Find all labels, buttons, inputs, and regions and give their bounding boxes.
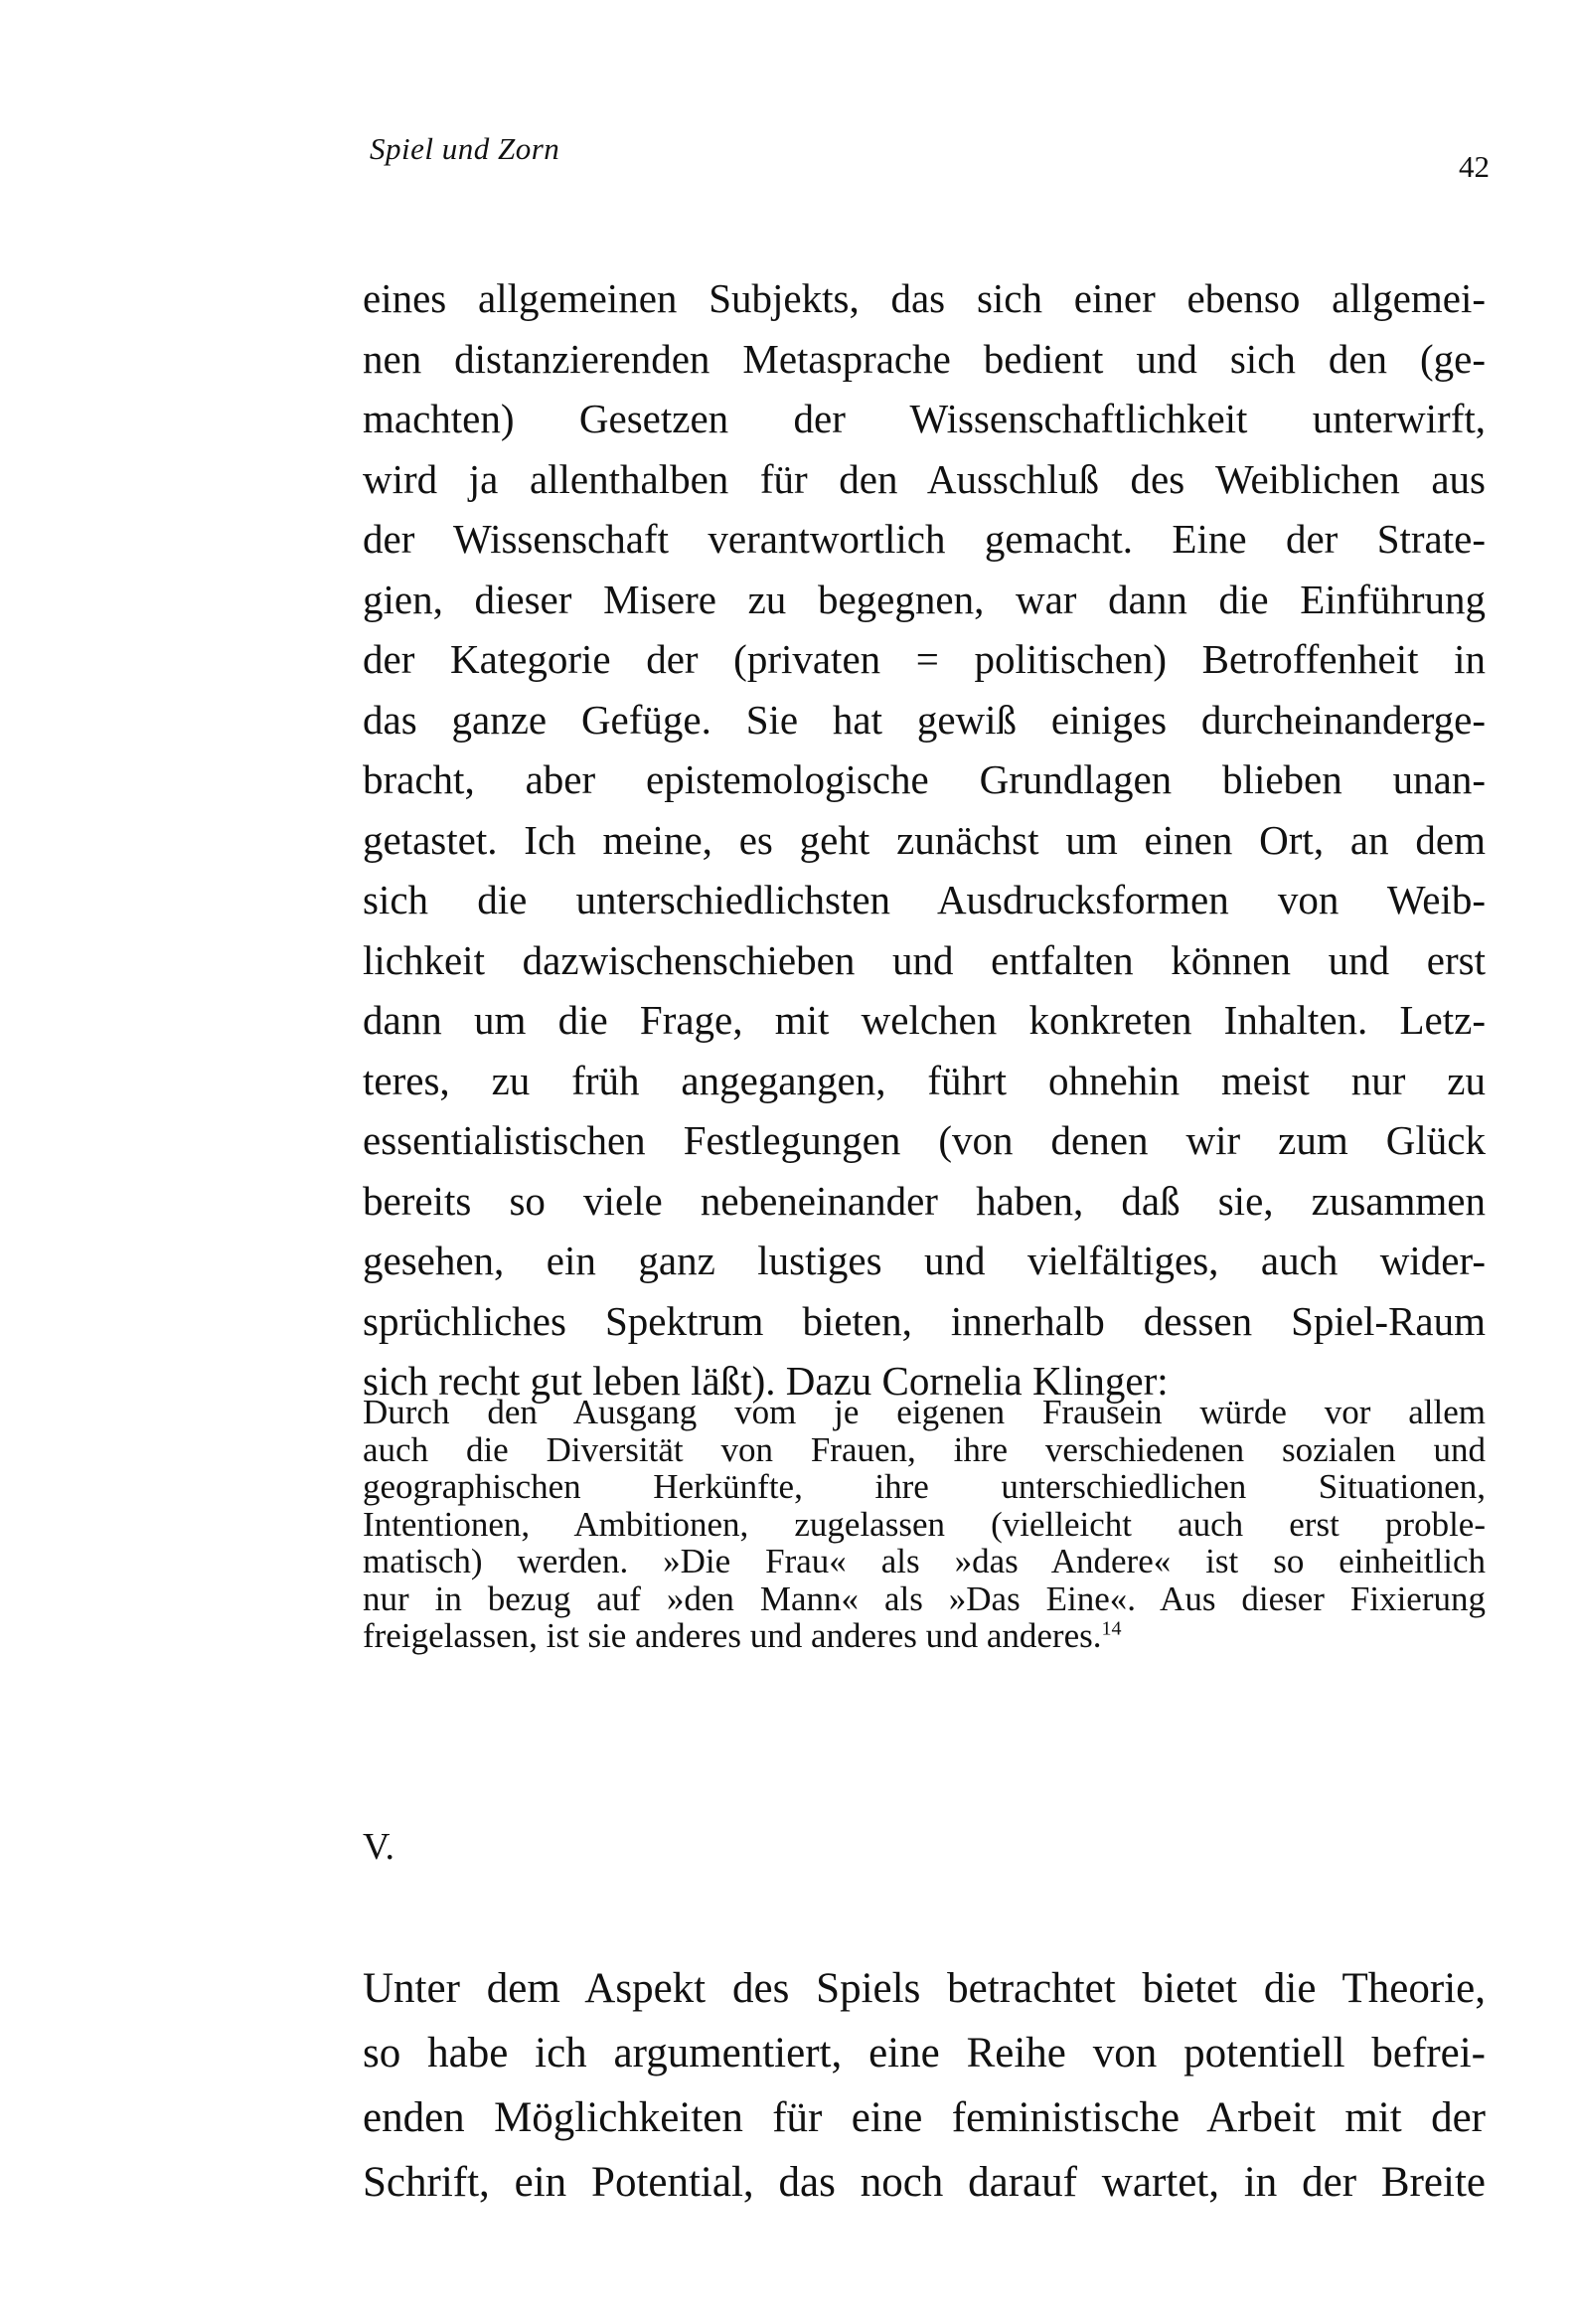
text-line: dann um die Frage, mit welchen konkreten Inhalten. Letz- bbox=[363, 997, 1486, 1043]
text-line: der Wissenschaft verantwortlich gemacht. Eine der Strate- bbox=[363, 516, 1486, 562]
text-line: teres, zu früh angegangen, führt ohnehin meist nur zu bbox=[363, 1057, 1486, 1103]
section-paragraph bbox=[363, 1956, 1486, 2215]
block-quote bbox=[363, 1394, 1486, 1655]
quote-line: nur in bezug auf »den Mann« als »Das Eine«. Aus dieser Fixierung bbox=[363, 1578, 1486, 1618]
quote-line: geographischen Herkünfte, ihre unterschiedlichen Situationen, bbox=[363, 1467, 1486, 1506]
quote-line: Intentionen, Ambitionen, zugelassen (vielleicht auch erst proble- bbox=[363, 1504, 1486, 1544]
text-line: Unter dem Aspekt des Spiels betrachtet bietet die Theorie, bbox=[363, 1965, 1486, 2012]
text-line: sich die unterschiedlichsten Ausdrucksformen von Weib- bbox=[363, 877, 1486, 922]
text-line: nen distanzierenden Metasprache bedient und sich den (ge- bbox=[363, 335, 1486, 382]
text-line: bereits so viele nebeneinander haben, daß sie, zusammen bbox=[363, 1177, 1486, 1224]
text-line: sich recht gut leben läßt). Dazu Cornelia Klinger: bbox=[363, 1358, 1169, 1404]
footnote-reference[interactable]: 14 bbox=[1101, 1617, 1122, 1640]
running-head-title: Spiel und Zorn bbox=[370, 131, 560, 166]
text-line: bracht, aber epistemologische Grundlagen blieben unan- bbox=[363, 756, 1486, 802]
text-line: Schrift, ein Potential, das noch darauf wartet, in der Breite bbox=[363, 2159, 1486, 2206]
text-line: eines allgemeinen Subjekts, das sich einer ebenso allgemei- bbox=[363, 275, 1486, 321]
text-line: gesehen, ein ganz lustiges und vielfältiges, auch wider- bbox=[363, 1238, 1486, 1283]
quote-line: Durch den Ausgang vom je eigenen Frausein würde vor allem bbox=[363, 1393, 1486, 1431]
text-line: das ganze Gefüge. Sie hat gewiß einiges durcheinanderge- bbox=[363, 696, 1486, 743]
text-line: enden Möglichkeiten für eine feministische Arbeit mit der bbox=[363, 2094, 1486, 2141]
quote-line: auch die Diversität von Frauen, ihre verschiedenen sozialen und bbox=[363, 1429, 1486, 1469]
text-line: getastet. Ich meine, es geht zunächst um einen Ort, an dem bbox=[363, 816, 1486, 863]
text-line: machten) Gesetzen der Wissenschaftlichkeit unterwirft, bbox=[363, 396, 1486, 441]
quote-line: matisch) werden. »Die Frau« als »das Andere« ist so einheitlich bbox=[363, 1542, 1486, 1580]
text-line: der Kategorie der (privaten = politischen) Betroffenheit in bbox=[363, 636, 1486, 682]
section-heading: V. bbox=[363, 1826, 395, 1868]
text-line: essentialistischen Festlegungen (von denen wir zum Glück bbox=[363, 1117, 1486, 1163]
text-line: gien, dieser Misere zu begegnen, war dann die Einführung bbox=[363, 576, 1486, 622]
text-line: wird ja allenthalben für den Ausschluß des Weiblichen aus bbox=[363, 455, 1486, 502]
quote-line-text: freigelassen, ist sie anderes und anderes und anderes. bbox=[363, 1616, 1102, 1655]
page-number: 42 bbox=[1459, 149, 1490, 184]
text-line: lichkeit dazwischenschieben und entfalten können und erst bbox=[363, 936, 1486, 983]
quote-line-last bbox=[363, 1617, 1486, 1655]
text-line: so habe ich argumentiert, eine Reihe von potentiell befrei- bbox=[363, 2030, 1486, 2076]
text-line: sprüchliches Spektrum bieten, innerhalb dessen Spiel-Raum bbox=[363, 1297, 1486, 1344]
main-paragraph bbox=[363, 268, 1486, 1411]
